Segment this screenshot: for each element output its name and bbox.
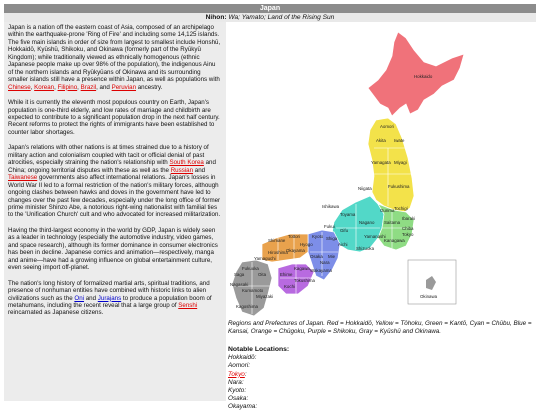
label-okinawa: Okinawa <box>420 294 438 299</box>
label-nagasaki: Nagasaki <box>230 282 249 287</box>
location-tokyo: Tokyo: <box>228 370 247 378</box>
region-tohoku[interactable] <box>368 118 414 212</box>
label-saga: Saga <box>234 272 245 277</box>
label-shizuoka: Shizuoka <box>356 246 375 251</box>
label-chiba: Chiba <box>402 226 414 231</box>
article-body <box>4 22 226 327</box>
link-brazil[interactable]: Brazil <box>80 83 97 91</box>
location-aomori: Aomori: <box>228 362 251 370</box>
label-mie: Mie <box>328 254 336 259</box>
label-niigata: Niigata <box>358 186 372 191</box>
label-yamagata: Yamagata <box>371 160 391 165</box>
link-tokyo[interactable]: Tokyo <box>228 370 245 378</box>
label-tottori: Tottori <box>288 234 300 239</box>
link-taiwanese[interactable]: Taiwanese <box>8 174 38 182</box>
label-toyama: Toyama <box>340 212 356 217</box>
label-miyazaki: Miyazaki <box>256 294 274 299</box>
label-kagoshima: Kagoshima <box>236 304 258 309</box>
label-ibaraki: Ibaraki <box>402 216 416 221</box>
label-kanagawa: Kanagawa <box>384 238 405 243</box>
label-shimane: Shimane <box>268 238 286 243</box>
location-kyoto: Kyoto: <box>228 387 247 395</box>
subtitle-names: Wa; Yamato; Land of the Rising Sun <box>228 14 335 21</box>
label-nagano: Nagano <box>359 220 375 225</box>
label-oita: Oita <box>258 272 267 277</box>
link-senshi[interactable]: Senshi <box>178 301 198 309</box>
paragraph-population: While it is currently the eleventh most populous country on Earth, Japan's population is one-third elderly, and low rates of marriage and childbirth are expected to contribute to a significant population drop in the next half century. Recent reforms to protect the rights of immigrants have been established to counter labor shortages. <box>8 99 220 136</box>
label-osaka: Osaka <box>310 254 323 259</box>
subtitle-label: Nihon: <box>205 14 227 21</box>
location-nara: Nara: <box>228 378 244 386</box>
page-subtitle <box>4 13 536 22</box>
label-fukuoka: Fukuoka <box>242 266 259 271</box>
location-hokkaido: Hokkaidō: <box>228 354 257 362</box>
link-korean[interactable]: Korean <box>34 83 55 91</box>
label-iwate: Iwate <box>394 138 405 143</box>
label-tokushima: Tokushima <box>294 278 315 283</box>
paragraph-economy: Having the third-largest economy in the world by GDP, Japan is widely seen as a leader in technology (especially the automotive industry, video games, and space research), although its former dominance in consumer electronics has been in decline. Japanese comics and animation—respectively, manga and anime—have had a growing influence on global entertainment culture, even seeing import off-planet. <box>8 226 218 272</box>
link-chinese[interactable]: Chinese <box>8 83 31 91</box>
notable-locations <box>228 346 536 411</box>
location-osaka: Osaka: <box>228 395 249 403</box>
label-kochi: Kochi <box>284 284 295 289</box>
label-miyagi: Miyagi <box>394 160 407 165</box>
label-ishikawa: Ishikawa <box>322 204 340 209</box>
label-aichi: Aichi <box>338 242 348 247</box>
label-fukushima: Fukushima <box>388 184 410 189</box>
label-wakayama: Wakayama <box>310 268 332 273</box>
label-nara: Nara <box>320 260 330 265</box>
label-gunma: Gunma <box>380 208 395 213</box>
location-okayama: Okayama: <box>228 403 258 411</box>
link-south-korea[interactable]: South Korea <box>169 159 204 167</box>
label-hyogo: Hyogo <box>300 242 313 247</box>
label-kagawa: Kagawa <box>294 266 310 271</box>
page-title: Japan <box>4 4 536 13</box>
region-okinawa[interactable] <box>426 276 436 290</box>
japan-map <box>228 24 536 318</box>
locations-heading: Notable Locations: <box>228 346 290 353</box>
link-jurajans[interactable]: Jurajans <box>97 294 122 302</box>
label-gifu: Gifu <box>340 228 349 233</box>
label-akita: Akita <box>376 138 386 143</box>
label-aomori: Aomori <box>380 124 394 129</box>
label-kumamoto: Kumamoto <box>242 288 264 293</box>
link-russian[interactable]: Russian <box>170 166 194 174</box>
label-hokkaido: Hokkaido <box>414 74 433 79</box>
paragraph-history: The nation's long history of formalized martial arts, spiritual traditions, and presence of nonhuman entities have combined with historic links to alien civilizations such as the Oni and Jurajans to produce a population boom of metahumans, including the recent reveal that a large group of Senshi reincarnated as Japanese citizens. <box>8 279 212 317</box>
label-ehime: Ehime <box>280 272 293 277</box>
label-hiroshima: Hiroshima <box>268 250 288 255</box>
paragraph-overview: Japan is a nation off the eastern coast of Asia, composed of an archipelago within the earthquake-prone 'Ring of Fire' and including some 14,125 islands. The five main islands in order of size from largest to smallest include Honshū, Hokkaidō, Kyūshū, Shikoku, and Okinawa (formerly part of the Ryūkyū Kingdom); while traditionally viewed as ethnically homogenous (ethnic Japanese people make up over 98% of the population), the indigenous Ainu of the northern islands and Ryūkyūans of Okinawa and its surrounding smaller islands still have a presence within Japan, as well as populations with Chinese, Korean, Filipino, Brazil, and Peruvian ancestry. <box>8 24 221 91</box>
label-tochigi: Tochigi <box>394 206 408 211</box>
map-caption: Regions and Prefectures of Japan. Red = Hokkaidō, Yellow = Tōhoku, Green = Kantō, Cyan = Chūbu, Blue = Kansai, Orange = Chūgoku, Purple = Shikoku, Gray = Kyūshū and Okinawa. <box>228 320 532 335</box>
label-kyoto: Kyoto <box>312 234 324 239</box>
label-fukui: Fukui <box>324 224 335 229</box>
label-okayama: Okayama <box>286 248 305 253</box>
link-oni[interactable]: Oni <box>74 294 85 302</box>
japan-map-svg <box>228 24 536 318</box>
link-filipino[interactable]: Filipino <box>57 83 78 91</box>
link-peruvian[interactable]: Peruvian <box>111 83 137 91</box>
label-shiga: Shiga <box>326 236 338 241</box>
label-yamaguchi: Yamaguchi <box>254 256 276 261</box>
paragraph-relations: Japan's relations with other nations is at times strained due to a history of military action and colonialism coupled with tacit or official denial of past atrocities, especially straining the nation's relationship with South Korea and China; ongoing territorial disputes with these as well as the Russian and Taiwanese governments also affect international relations. Japan's losses in World War II led to a formal restriction of the nation's military forces, although ongoing clashes between hawks and doves in the government have led to changes over the past few decades, especially under the long office of former prime minister Shinzo Abe, a notorious right-wing nationalist with familial ties to the 'Unification Church' cult and who advocated for increased militarization. <box>8 144 221 219</box>
label-saitama: Saitama <box>384 220 401 225</box>
label-yamanashi: Yamanashi <box>364 234 386 239</box>
label-tokyo: Tokyo <box>402 232 414 237</box>
